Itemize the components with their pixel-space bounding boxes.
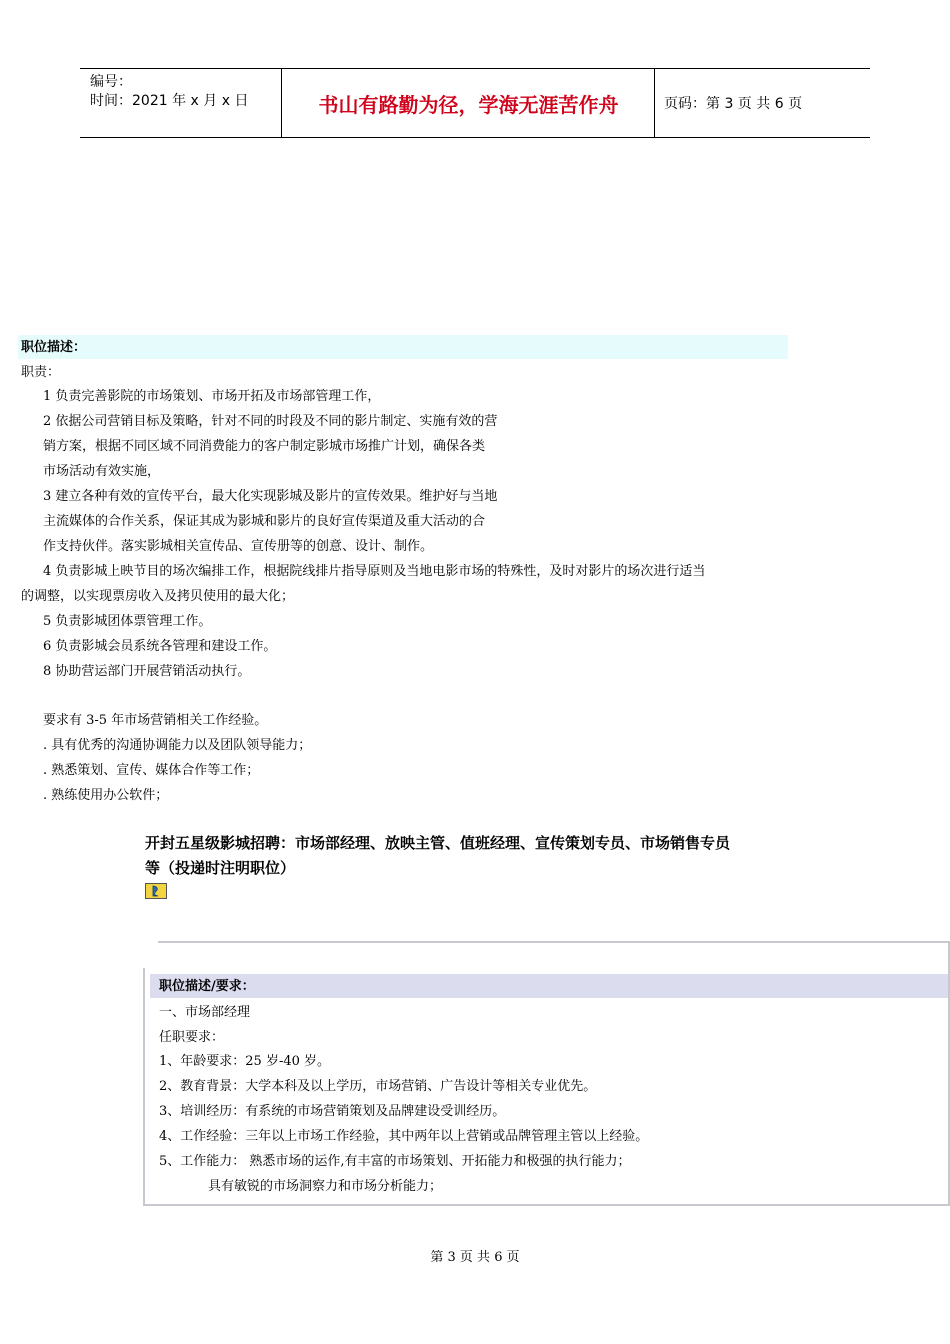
position-title: 一、市场部经理: [159, 1005, 251, 1020]
page-header: [80, 68, 870, 138]
page-footer: 第 3 页 共 6 页: [430, 1250, 520, 1265]
header-meta: [90, 73, 248, 111]
duty-line: 3 建立各种有效的宣传平台，最大化实现影城及影片的宣传效果。维护好与当地: [43, 489, 498, 504]
duty-line: 市场活动有效实施，: [43, 464, 161, 479]
duty-line: 作支持伙伴。落实影城相关宣传品、宣传册等的创意、设计、制作。: [43, 539, 434, 554]
requirement-line: 要求有 3-5 年市场营销相关工作经验。: [43, 713, 268, 728]
section-title: 职位描述：: [21, 340, 87, 355]
req-item: 1、年龄要求：25 岁-40 岁。: [159, 1054, 331, 1069]
duty-label: 职责：: [21, 365, 61, 380]
duty-line: 8 协助营运部门开展营销活动执行。: [43, 664, 251, 679]
req-item: 2、教育背景：大学本科及以上学历，市场营销、广告设计等相关专业优先。: [159, 1079, 597, 1094]
req-item-continuation: 具有敏锐的市场洞察力和市场分析能力；: [208, 1179, 443, 1194]
job-headline-line: 开封五星级影城招聘：市场部经理、放映主管、值班经理、宣传策划专员、市场销售专员: [145, 834, 731, 852]
time-label: 时间：2021 年 x 月 x 日: [90, 93, 249, 109]
req-item: 5、工作能力： 熟悉市场的运作,有丰富的市场策划、开拓能力和极强的执行能力；: [159, 1154, 631, 1169]
duty-line: 4 负责影城上映节目的场次编排工作，根据院线排片指导原则及当地电影市场的特殊性，及时对影片的场次进行适当: [43, 564, 706, 579]
duty-line: 销方案，根据不同区域不同消费能力的客户制定影城市场推广计划，确保各类: [43, 439, 486, 454]
header-motto: 书山有路勤为径，学海无涯苦作舟: [318, 92, 619, 117]
job-headline: [145, 831, 835, 881]
section-band: [18, 335, 788, 359]
duty-line: 5 负责影城团体票管理工作。: [43, 614, 212, 629]
req-item: 4、工作经验：三年以上市场工作经验，其中两年以上营销或品牌管理主管以上经验。: [159, 1129, 649, 1144]
duty-line: 的调整，以实现票房收入及拷贝使用的最大化；: [21, 589, 295, 604]
req-item: 3、培训经历：有系统的市场营销策划及品牌建设受训经历。: [159, 1104, 506, 1119]
section-title: 职位描述/要求：: [159, 979, 255, 994]
duty-line: 1 负责完善影院的市场策划、市场开拓及市场部管理工作，: [43, 389, 381, 404]
requirement-line: . 熟练使用办公软件；: [43, 788, 169, 803]
document-icon[interactable]: [145, 883, 167, 899]
section-band: [150, 974, 948, 998]
header-page-info: 页码：第 3 页 共 6 页: [664, 96, 803, 112]
number-label: 编号：: [90, 74, 132, 90]
duty-line: 主流媒体的合作关系，保证其成为影城和影片的良好宣传渠道及重大活动的合: [43, 514, 486, 529]
job-headline-line: 等（投递时注明职位）: [145, 859, 296, 877]
duty-line: 6 负责影城会员系统各管理和建设工作。: [43, 639, 277, 654]
req-label: 任职要求：: [159, 1030, 225, 1045]
requirement-line: . 具有优秀的沟通协调能力以及团队领导能力；: [43, 738, 312, 753]
duty-line: 2 依据公司营销目标及策略，针对不同的时段及不同的影片制定、实施有效的营: [43, 414, 498, 429]
requirement-line: . 熟悉策划、宣传、媒体合作等工作；: [43, 763, 260, 778]
